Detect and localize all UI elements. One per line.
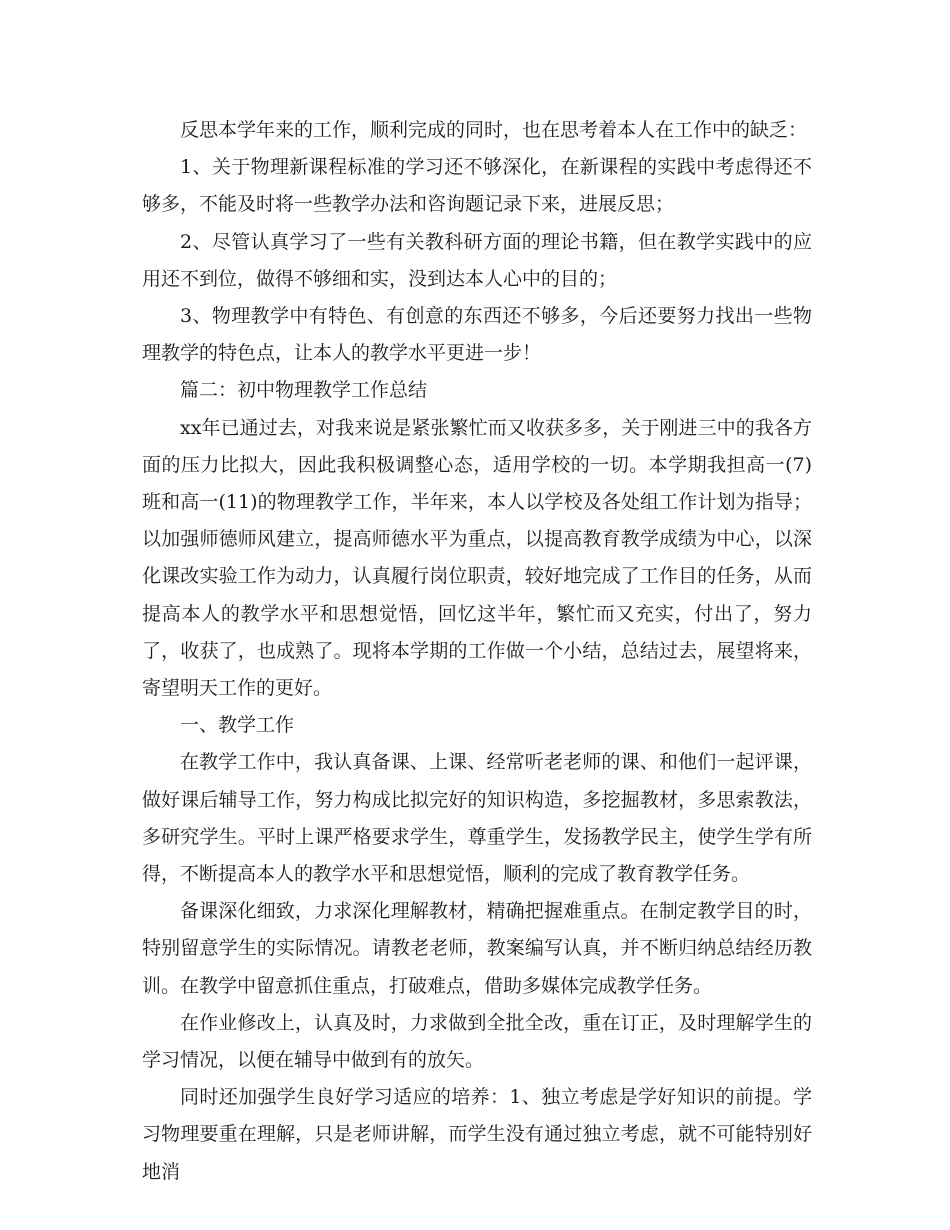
section-heading-part-two: 篇二：初中物理教学工作总结 xyxy=(180,379,428,402)
paragraph-reflection-intro: 反思本学年来的工作，顺利完成的同时，也在思考着本人在工作中的缺乏： xyxy=(180,119,808,141)
paragraph-homework-correction: 在作业修改上，认真及时，力求做到全批全改，重在订正，及时理解学生的学习情况，以便在辅导中做到有的放矢。 xyxy=(142,1011,812,1072)
document-page xyxy=(142,112,812,1191)
paragraph-teaching-work: 在教学工作中，我认真备课、上课、经常听老老师的课、和他们一起评课，做好课后辅导工作，努力构成比拟完好的知识构造，多挖掘教材，多思索教法，多研究学生。平时上课严格要求学生，尊重学生，发扬教学民主，使学生学有所得，不断提高本人的教学水平和思想觉悟，顺利的完成了教育教学任务。 xyxy=(142,751,812,886)
paragraph-lesson-preparation: 备课深化细致，力求深化理解教材，精确把握难重点。在制定教学目的时，特别留意学生的实际情况。请教老老师，教案编写认真，并不断归纳总结经历教训。在教学中留意抓住重点，打破难点，借助多媒体完成教学任务。 xyxy=(142,900,812,997)
paragraph-point-2: 2、尽管认真学习了一些有关教科研方面的理论书籍，但在教学实践中的应用还不到位，做得不够细和实，没到达本人心中的目的； xyxy=(142,230,812,290)
paragraph-point-3: 3、物理教学中有特色、有创意的东西还不够多，今后还要努力找出一些物理教学的特色点，让本人的教学水平更进一步！ xyxy=(142,305,812,365)
paragraph-point-1: 1、关于物理新课程标准的学习还不够深化，在新课程的实践中考虑得还不够多，不能及时将一些教学办法和咨询题记录下来，进展反思； xyxy=(142,156,812,216)
paragraph-study-habits: 同时还加强学生良好学习适应的培养：1、独立考虑是学好知识的前提。学习物理要重在理解，只是老师讲解，而学生没有通过独立考虑，就不可能特别好地消 xyxy=(142,1086,812,1183)
paragraph-semester-summary: xx年已通过去，对我来说是紧张繁忙而又收获多多，关于刚进三中的我各方面的压力比拟大，因此我积极调整心态，适用学校的一切。本学期我担高一(7)班和高一(11)的物理教学工作，半年来，本人以学校及各处组工作计划为指导；以加强师德师风建立，提高师德水平为重点，以提高教育教学成绩为中心，以深化课改实验工作为动力，认真履行岗位职责，较好地完成了工作目的任务，从而提高本人的教学水平和思想觉悟，回忆这半年，繁忙而又充实，付出了，努力了，收获了，也成熟了。现将本学期的工作做一个小结，总结过去，展望将来，寄望明天工作的更好。 xyxy=(142,416,812,700)
section-heading-teaching-work: 一、教学工作 xyxy=(180,714,295,737)
